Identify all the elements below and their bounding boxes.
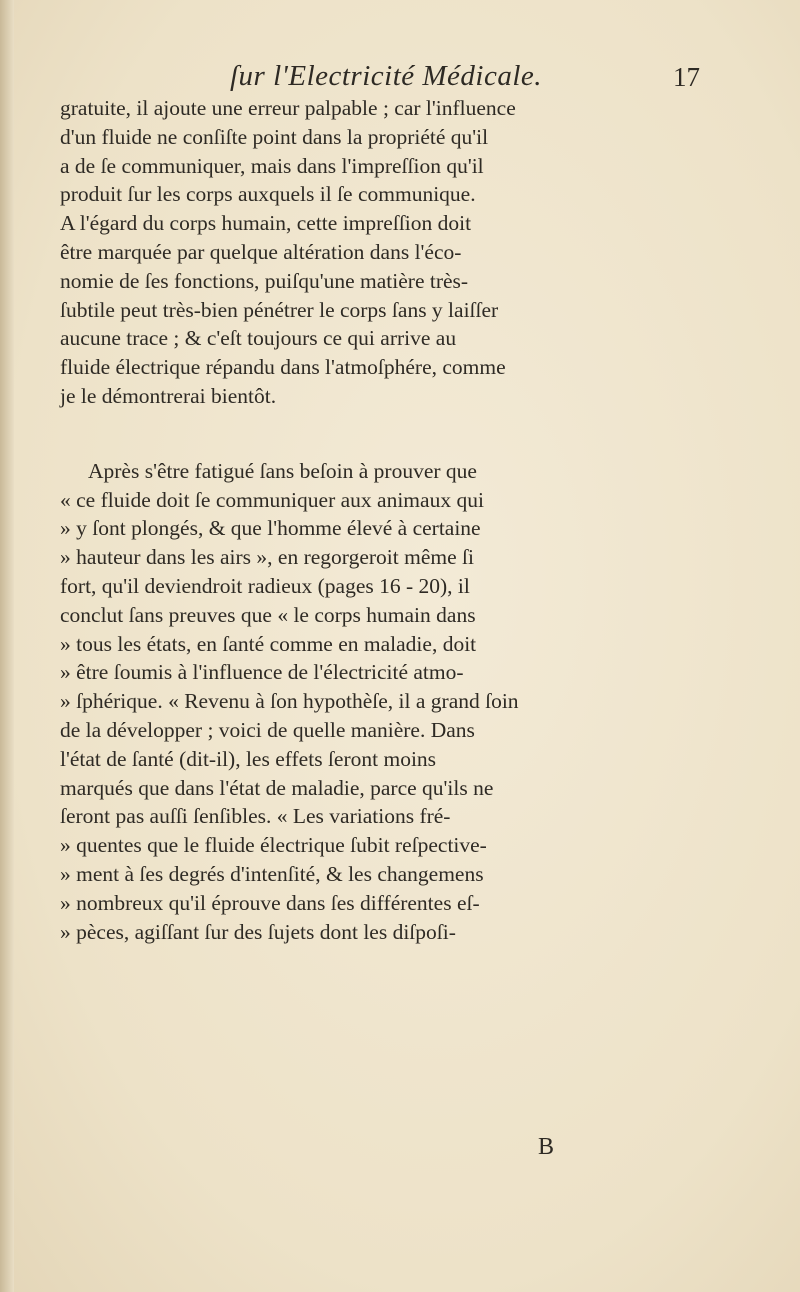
text-line: » ment à ſes degrés d'intenſité, & les changemens — [60, 861, 484, 886]
text-line: fort, qu'il deviendroit radieux (pages 16 - 20), il — [60, 573, 470, 598]
text-line: gratuite, il ajoute une erreur palpable ; car l'influence — [60, 96, 516, 120]
text-line: » ſphérique. « Revenu à ſon hypothèſe, il a grand ſoin — [60, 689, 519, 714]
text-line: produit ſur les corps auxquels il ſe communique. — [60, 182, 476, 207]
running-title: ſur l'Electricité Médicale. — [230, 60, 543, 92]
text-line: l'état de ſanté (dit-il), les effets ſeront moins — [60, 746, 437, 771]
text-line: » quentes que le fluide électrique ſubit reſpective- — [60, 833, 487, 858]
text-line: ſeront pas auſſi ſenſibles. « Les variations fré- — [60, 804, 451, 829]
text-line: » y ſont plongés, & que l'homme élevé à certaine — [60, 516, 481, 541]
text-line: « ce fluide doit ſe communiquer aux animaux qui — [60, 487, 484, 512]
text-line: aucune trace ; & c'eſt toujours ce qui arrive au — [60, 326, 457, 351]
text-line: de la développer ; voici de quelle manière. Dans — [60, 717, 475, 742]
text-line: a de ſe communiquer, mais dans l'impreſſion qu'il — [60, 153, 484, 178]
body-text — [60, 94, 660, 946]
text-line: conclut ſans preuves que « le corps humain dans — [60, 602, 476, 627]
text-line: nomie de ſes fonctions, puiſqu'une matière très- — [60, 268, 469, 293]
text-line: ſubtile peut très-bien pénétrer le corps ſans y laiſſer — [60, 297, 499, 322]
text-line: d'un fluide ne conſiſte point dans la propriété qu'il — [60, 124, 489, 149]
text-line: » nombreux qu'il éprouve dans ſes différentes eſ- — [60, 890, 480, 915]
page-edge-shadow — [0, 0, 14, 1292]
page-number: 17 — [673, 62, 700, 92]
text-line: » être ſoumis à l'influence de l'électricité atmo- — [60, 660, 464, 685]
paragraph-1 — [60, 94, 660, 411]
paragraph-gap — [60, 411, 660, 457]
text-line: fluide électrique répandu dans l'atmoſphére, comme — [60, 355, 506, 380]
paragraph-2 — [60, 457, 660, 947]
text-line: » hauteur dans les airs », en regorgeroit même ſi — [60, 545, 474, 570]
text-line: » pèces, agiſſant ſur des ſujets dont les diſpoſi- — [60, 919, 456, 944]
text-line: Après s'être fatigué ſans beſoin à prouver que — [88, 458, 477, 483]
text-line: » tous les états, en ſanté comme en maladie, doit — [60, 631, 477, 656]
text-line: je le démontrerai bientôt. — [60, 383, 277, 408]
text-line: A l'égard du corps humain, cette impreſſion doit — [60, 211, 472, 236]
text-line: marqués que dans l'état de maladie, parce qu'ils ne — [60, 775, 494, 800]
text-line: être marquée par quelque altération dans l'éco- — [60, 239, 462, 264]
signature-mark: B — [538, 1134, 555, 1160]
